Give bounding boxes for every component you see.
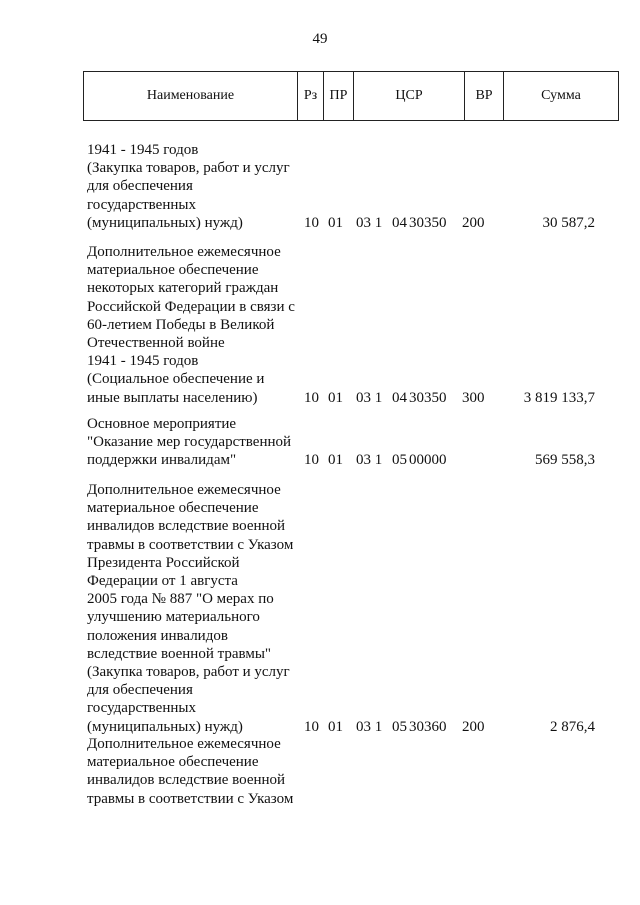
rz-code: 10 [304, 389, 319, 406]
sum-value: 2 876,4 [550, 718, 595, 735]
header-rz: Рз [298, 72, 324, 121]
name-line: (муниципальных) нужд) [87, 214, 243, 231]
entry-codes [87, 718, 617, 736]
page-number: 49 [312, 31, 328, 47]
name-line: инвалидов вследствие военной [87, 772, 286, 789]
sum-value: 569 558,3 [535, 452, 595, 469]
name-line: (муниципальных) нужд) [87, 718, 243, 735]
name-line: "Оказание мер государственной [87, 434, 292, 451]
name-line: государственных [87, 700, 196, 717]
name-line: иные выплаты населению) [87, 389, 258, 406]
name-line: некоторых категорий граждан [87, 280, 279, 297]
csr-program: 03 1 [356, 389, 383, 406]
name-line: Президента Российской [87, 554, 240, 571]
name-line: 60-летием Победы в Великой [87, 316, 275, 333]
pr-code: 01 [328, 452, 343, 469]
name-line: (Социальное обеспечение и [87, 371, 265, 388]
csr-code: 00000 [409, 452, 447, 469]
entry-name [87, 243, 302, 407]
name-line: для обеспечения [87, 682, 193, 699]
sum-value: 30 587,2 [542, 214, 595, 231]
vr-code: 300 [462, 389, 485, 406]
name-line: положения инвалидов [87, 627, 228, 644]
name-line: поддержки инвалидам" [87, 452, 237, 469]
name-line: материальное обеспечение [87, 754, 259, 771]
header-vr: ВР [465, 72, 504, 121]
rz-code: 10 [304, 214, 319, 231]
name-line: Федерации от 1 августа [87, 573, 238, 590]
budget-entry [87, 481, 617, 736]
name-line: материальное обеспечение [87, 500, 259, 517]
name-line: травмы в соответствии с Указом [87, 790, 294, 807]
name-line: 1941 - 1945 годов [87, 142, 199, 158]
name-line: Дополнительное ежемесячное [87, 244, 281, 260]
name-line: травмы в соответствии с Указом [87, 536, 294, 553]
budget-entry [87, 735, 617, 808]
header-name: Наименование [84, 72, 298, 121]
rz-code: 10 [304, 452, 319, 469]
header-sum: Сумма [504, 72, 619, 121]
sum-value: 3 819 133,7 [523, 389, 595, 406]
entry-codes [87, 451, 617, 469]
name-line: вследствие военной травмы" [87, 645, 272, 662]
header-csr: ЦСР [354, 72, 465, 121]
name-line: Российской Федерации в связи с [87, 298, 295, 315]
name-line: государственных [87, 196, 196, 213]
name-line: Дополнительное ежемесячное [87, 736, 281, 752]
entry-codes [87, 214, 617, 232]
csr-code: 30350 [409, 389, 447, 406]
name-line: материальное обеспечение [87, 262, 259, 279]
vr-code: 200 [462, 214, 485, 231]
table-header [83, 71, 619, 121]
budget-entry [87, 415, 617, 470]
name-line: для обеспечения [87, 178, 193, 195]
pr-code: 01 [328, 718, 343, 735]
name-line: 2005 года № 887 "О мерах по [87, 591, 274, 608]
name-line: Основное мероприятие [87, 416, 237, 432]
header-pr: ПР [324, 72, 354, 121]
budget-entry [87, 243, 617, 407]
name-line: (Закупка товаров, работ и услуг [87, 160, 290, 177]
name-line: Отечественной войне [87, 335, 225, 352]
csr-code: 30350 [409, 214, 447, 231]
entry-codes [87, 389, 617, 407]
rz-code: 10 [304, 718, 319, 735]
budget-entry [87, 141, 617, 232]
csr-program: 03 1 [356, 452, 383, 469]
pr-code: 01 [328, 389, 343, 406]
csr-sub: 05 [392, 452, 407, 469]
name-line: улучшению материального [87, 609, 260, 626]
entry-name [87, 735, 302, 808]
pr-code: 01 [328, 214, 343, 231]
csr-program: 03 1 [356, 214, 383, 231]
csr-sub: 04 [392, 214, 407, 231]
csr-sub: 05 [392, 718, 407, 735]
name-line: (Закупка товаров, работ и услуг [87, 664, 290, 681]
csr-sub: 04 [392, 389, 407, 406]
csr-code: 30360 [409, 718, 447, 735]
name-line: инвалидов вследствие военной [87, 518, 286, 535]
vr-code: 200 [462, 718, 485, 735]
entry-name [87, 481, 302, 736]
name-line: 1941 - 1945 годов [87, 353, 199, 370]
name-line: Дополнительное ежемесячное [87, 482, 281, 498]
csr-program: 03 1 [356, 718, 383, 735]
